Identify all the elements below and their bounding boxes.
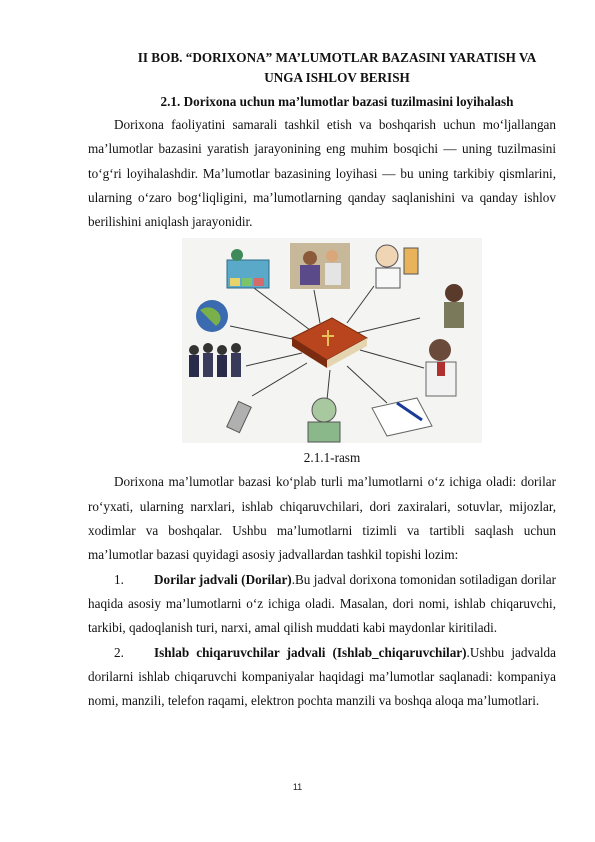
- tables-paragraph: Dorixona ma’lumotlar bazasi ko‘plab turli ma’lumotlarni o‘z ichiga oladi: dorilar ro‘yxati, ularning narxlari, ishlab chiqaruvchilari, dori zaxiralari, sotuvlar, mijozlar, xodimlar va boshqalar. Ushbu ma’lumotlarni tizimli va tartibli saqlash uchun ma’lumotlar bazasi quyidagi asosiy jadvallardan tashkil topishi lozim:: [88, 474, 556, 563]
- document-page: [88, 48, 556, 713]
- list-number: 1.: [114, 571, 124, 587]
- section-title: 2.1. Dorixona uchun ma’lumotlar bazasi tuzilmasini loyihalash: [160, 94, 514, 109]
- page-number: 11: [292, 782, 303, 792]
- pharmacy-database-diagram: [182, 238, 482, 443]
- list-item: [88, 568, 556, 641]
- list-item-text: .Ushbu jadvalda dorilarni ishlab chiqaruvchi kompaniyalar haqidagi ma’lumotlar saqlanadi: kompaniya nomi, manzili, telefon raqami, elektron pochta manzili va boshqa aloqa ma’lumotlari.: [88, 644, 556, 709]
- globe-icon: [196, 300, 228, 332]
- patient-photo: [290, 243, 350, 289]
- list-item: [88, 641, 556, 714]
- intro-paragraph: Dorixona faoliyatini samarali tashkil etish va boshqarish uchun mo‘ljallangan ma’lumotlar bazasini yaratish jarayonining eng muhim bosqichi — uning tuzilmasini to‘g‘ri loyihalashdir. Ma’lumotlar bazasining loyihasi — bu uning tarkibiy qismlarini, ularning o‘zaro bog‘liqligini, ma’lumotlarning qanday saqlanishini va qanday ishlov berilishini aniqlash jarayonidir.: [88, 117, 556, 230]
- list-number: 2.: [114, 644, 124, 660]
- figure-illustration: [182, 238, 482, 443]
- figure-caption: 2.1.1-rasm: [303, 450, 361, 466]
- list-item-text: .Bu jadval dorixona tomonidan sotiladigan dorilar haqida asosiy ma’lumotlarni o‘z ichiga oladi. Masalan, dori nomi, ishlab chiqaruvchi, tarkibi, qadoqlanish turi, narxi, amal qilish muddati kabi maydonlar kiritiladi.: [88, 571, 556, 636]
- list-item-title: Dorilar jadvali (Dorilar): [154, 571, 292, 587]
- chapter-title: II BOB. “DORIXONA” MA’LUMOTLAR BAZASINI YARATISH VA UNGA ISHLOV BERISH: [137, 50, 537, 85]
- list-item-title: Ishlab chiqaruvchilar jadvali (Ishlab_chiqaruvchilar): [154, 644, 467, 660]
- nurse-icon: [444, 284, 464, 328]
